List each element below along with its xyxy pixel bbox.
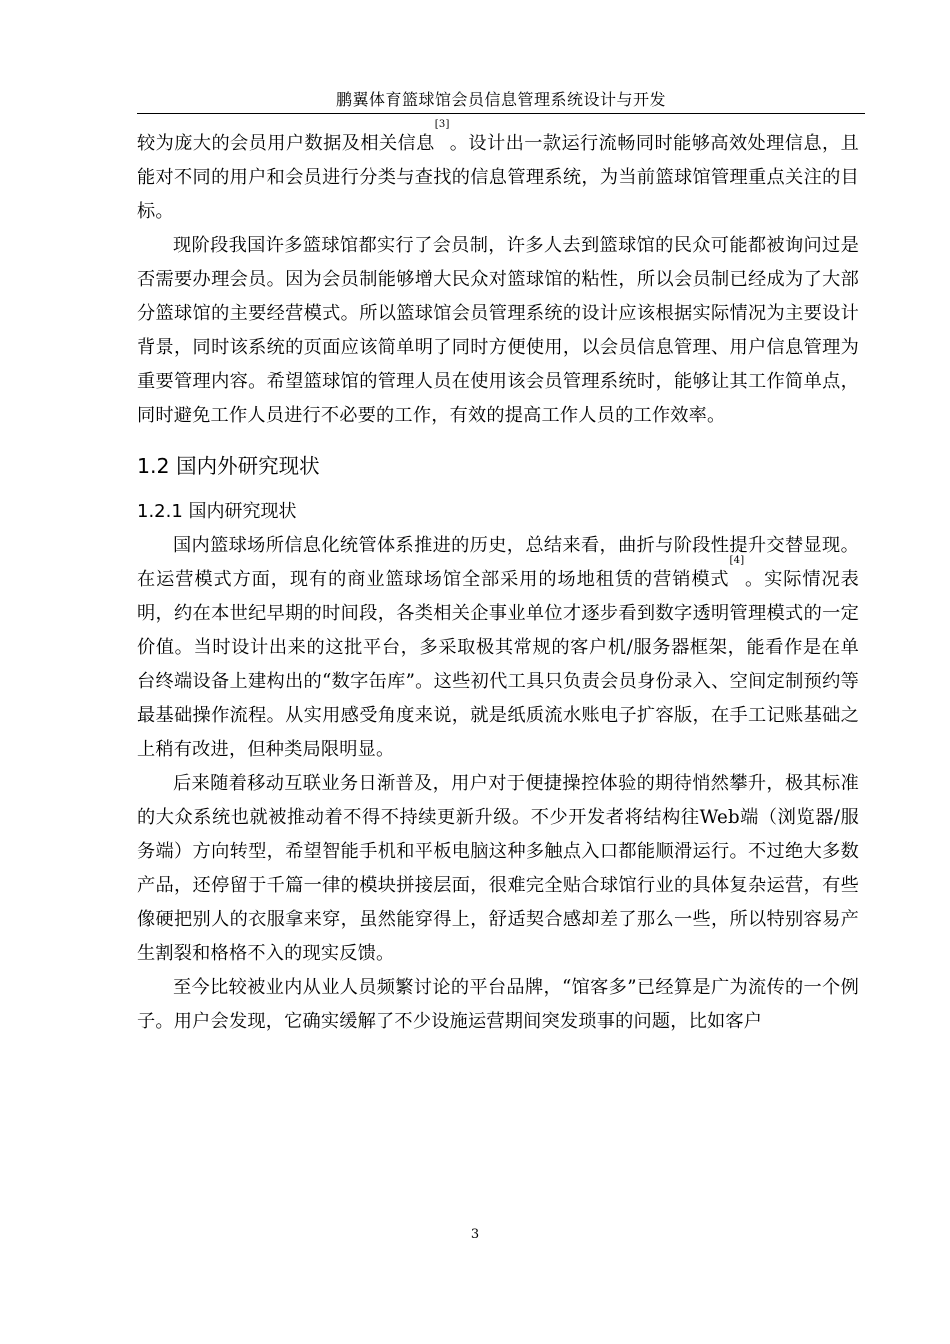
section-heading: 1.2 国内外研究现状 (137, 454, 320, 478)
paragraph: 至今比较被业内从业人员频繁讨论的平台品牌，“馆客多”已经算是广为流传的一个例子。用户会发现，它确实缓解了不少设施运营期间突发琐事的问题，比如客户 (137, 977, 859, 1032)
paragraph-continued (137, 119, 859, 229)
paragraph-text: 国内篮球场所信息化统管体系推进的历史，总结来看，曲折与阶段性提升交替显现。在运营模式方面，现有的商业篮球场馆全部采用的场地租赁的营销模式 (137, 535, 859, 590)
paragraph-text: 较为庞大的会员用户数据及相关信息 (137, 133, 435, 154)
citation-ref: [3] (434, 119, 450, 130)
header-rule (137, 113, 865, 114)
page-number: 3 (470, 1227, 480, 1242)
paragraph: 现阶段我国许多篮球馆都实行了会员制，许多人去到篮球馆的民众可能都被询问过是否需要办理会员。因为会员制能够增大民众对篮球馆的粘性，所以会员制已经成为了大部分篮球馆的主要经营模式。所以篮球馆会员管理系统的设计应该根据实际情况为主要设计背景，同时该系统的页面应该简单明了同时方便使用，以会员信息管理、用户信息管理为重要管理内容。希望篮球馆的管理人员在使用该会员管理系统时，能够让其工作简单点，同时避免工作人员进行不必要的工作，有效的提高工作人员的工作效率。 (137, 235, 859, 426)
paragraph-text: 。实际情况表明，约在本世纪早期的时间段，各类相关企事业单位才逐步看到数字透明管理模式的一定价值。当时设计出来的这批平台，多采取极其常规的客户机/服务器框架，能看作是在单台终端设备上建构出的“数字缶库”。这些初代工具只负责会员身份录入、空间定制预约等最基础操作流程。从实用感受角度来说，就是纸质流水账电子扩容版，在手工记账基础之上稍有改进，但种类局限明显。 (137, 569, 859, 760)
paragraph: 后来随着移动互联业务日渐普及，用户对于便捷操控体验的期待悄然攀升，极其标准的大众系统也就被推动着不得不持续更新升级。不少开发者将结构往Web端（浏览器/服务端）方向转型，希望智能手机和平板电脑这种多触点入口都能顺滑运行。不过绝大多数产品，还停留于千篇一律的模块拼接层面，很难完全贴合球馆行业的具体复杂运营，有些像硬把别人的衣服拿来穿，虽然能穿得上，舒适契合感却差了那么一些，所以特别容易产生割裂和格格不入的现实反馈。 (137, 773, 859, 964)
paragraph (137, 529, 859, 767)
citation-ref: [4] (729, 555, 745, 566)
subsection-heading: 1.2.1 国内研究现状 (137, 501, 297, 522)
page-body (137, 119, 859, 1039)
paragraph-text: 。设计出一款运行流畅同时能够高效处理信息，且能对不同的用户和会员进行分类与查找的信息管理系统，为当前篮球馆管理重点关注的目标。 (137, 133, 859, 222)
running-header: 鹏翼体育篮球馆会员信息管理系统设计与开发 (335, 90, 666, 109)
